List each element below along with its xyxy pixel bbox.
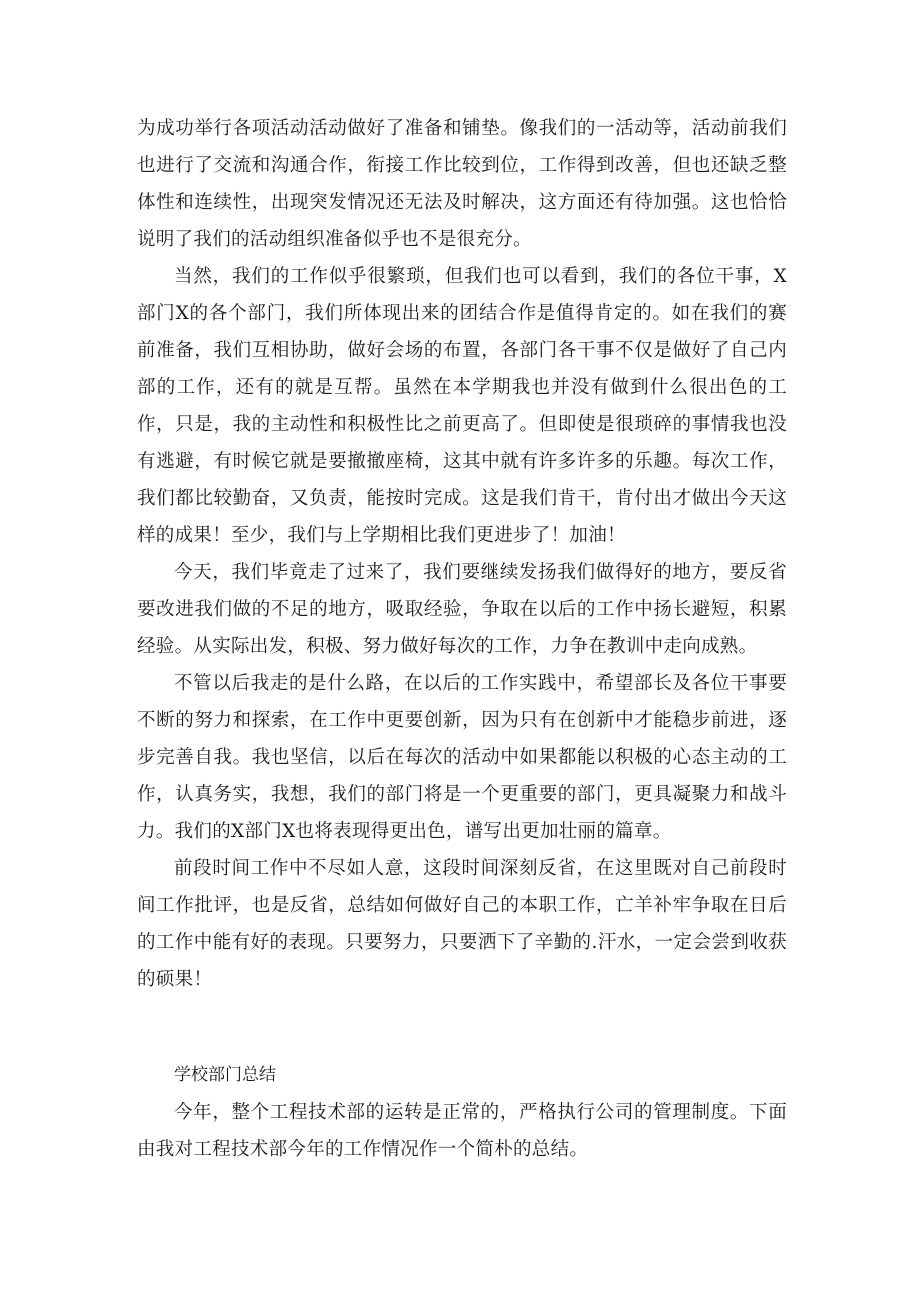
- section-paragraph: 今年，整个工程技术部的运转是正常的，严格执行公司的管理制度。下面由我对工程技术部今年的工作情况作一个简朴的总结。: [137, 1102, 787, 1160]
- paragraph-continuation: 为成功举行各项活动活动做好了准备和铺垫。像我们的一活动等，活动前我们也进行了交流和沟通合作，衔接工作比较到位，工作得到改善，但也还缺乏整体性和连续性，出现突发情况还无法及时解决，这方面还有待加强。这也恰恰说明了我们的活动组织准备似乎也不是很充分。: [137, 118, 787, 250]
- paragraph-teamwork: 当然，我们的工作似乎很繁琐，但我们也可以看到，我们的各位干事，X部门X的各个部门，我们所体现出来的团结合作是值得肯定的。如在我们的赛前准备，我们互相协助，做好会场的布置，各部门各干事不仅是做好了自己内部的工作，还有的就是互帮。虽然在本学期我也并没有做到什么很出色的工作，只是，我的主动性和积极性比之前更高了。但即使是很琐碎的事情我也没有逃避，有时候它就是要撤撤座椅，这其中就有许多许多的乐趣。每次工作，我们都比较勤奋，又负责，能按时完成。这是我们肯干，肯付出才做出今天这样的成果！至少，我们与上学期相比我们更进步了！加油！: [137, 266, 787, 546]
- paragraph-self-review: 前段时间工作中不尽如人意，这段时间深刻反省，在这里既对自己前段时间工作批评，也是反省，总结如何做好自己的本职工作，亡羊补牢争取在日后的工作中能有好的表现。只要努力，只要洒下了辛勤的.汗水，一定会尝到收获的硕果！: [137, 858, 787, 990]
- paragraph-future: 不管以后我走的是什么路，在以后的工作实践中，希望部长及各位干事要不断的努力和探索，在工作中更要创新，因为只有在创新中才能稳步前进，逐步完善自我。我也坚信，以后在每次的活动中如果都能以积极的心态主动的工作，认真务实，我想，我们的部门将是一个更重要的部门，更具凝聚力和战斗力。我们的X部门X也将表现得更出色，谱写出更加壮丽的篇章。: [137, 673, 787, 842]
- section-title: 学校部门总结: [174, 1065, 276, 1085]
- paragraph-reflection: 今天，我们毕竟走了过来了，我们要继续发扬我们做得好的地方，要反省要改进我们做的不足的地方，吸取经验，争取在以后的工作中扬长避短，积累经验。从实际出发，积极、努力做好每次的工作，力争在教训中走向成熟。: [137, 562, 787, 657]
- document-body: [137, 110, 787, 1168]
